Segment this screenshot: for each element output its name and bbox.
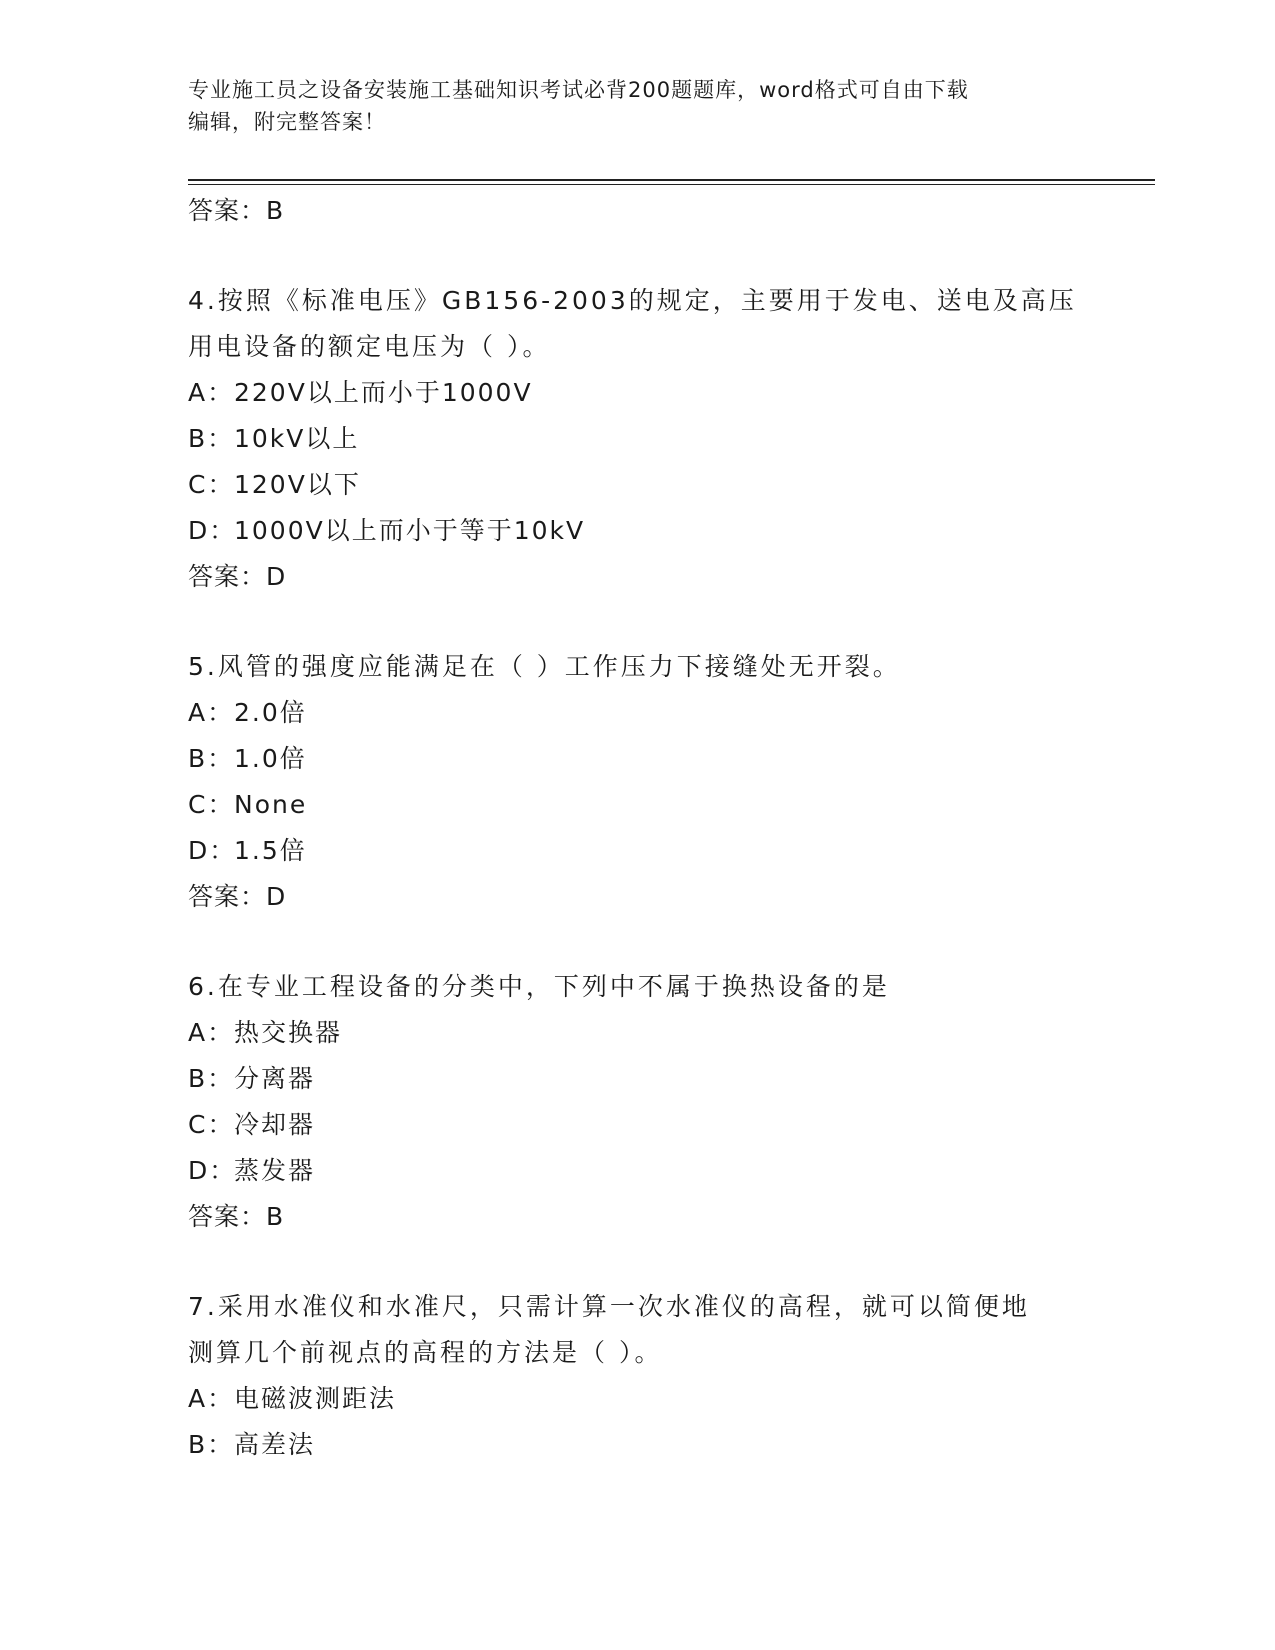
header-divider bbox=[188, 179, 1155, 185]
answer-line: 答案：B bbox=[188, 1202, 285, 1231]
option-text: 高差法 bbox=[234, 1430, 316, 1459]
option-text: 电磁波测距法 bbox=[234, 1384, 397, 1413]
option-key: B： bbox=[188, 744, 235, 773]
option-text: 220V以上而小于1000V bbox=[234, 378, 533, 407]
question-stem-line: 测算几个前视点的高程的方法是（ ）。 bbox=[188, 1338, 663, 1367]
option-c bbox=[188, 462, 1088, 508]
question-4 bbox=[188, 278, 1088, 600]
previous-answer: 答案：B bbox=[188, 196, 285, 225]
option-key: B： bbox=[188, 424, 235, 453]
option-key: D： bbox=[188, 516, 237, 545]
question-stem-line: 7.采用水准仪和水准尺，只需计算一次水准仪的高程，就可以简便地 bbox=[188, 1292, 1030, 1321]
header-line-2: 编辑，附完整答案！ bbox=[188, 110, 386, 134]
option-b bbox=[188, 1422, 1088, 1468]
option-key: A： bbox=[188, 378, 235, 407]
option-d bbox=[188, 828, 1088, 874]
option-c bbox=[188, 782, 1088, 828]
question-stem-line: 4.按照《标准电压》GB156-2003的规定，主要用于发电、送电及高压 bbox=[188, 286, 1077, 315]
header-line-1: 专业施工员之设备安装施工基础知识考试必背200题题库，word格式可自由下载 bbox=[188, 78, 969, 102]
option-key: C： bbox=[188, 790, 235, 819]
option-text: 分离器 bbox=[234, 1064, 316, 1093]
option-a bbox=[188, 1010, 1088, 1056]
option-text: 120V以下 bbox=[234, 470, 361, 499]
option-text: 2.0倍 bbox=[234, 698, 307, 727]
option-key: C： bbox=[188, 1110, 235, 1139]
option-c bbox=[188, 1102, 1088, 1148]
option-key: B： bbox=[188, 1430, 235, 1459]
option-text: 热交换器 bbox=[234, 1018, 343, 1047]
option-a bbox=[188, 690, 1088, 736]
question-7 bbox=[188, 1284, 1088, 1468]
option-text: 10kV以上 bbox=[234, 424, 360, 453]
option-key: A： bbox=[188, 1384, 235, 1413]
question-stem-line: 5.风管的强度应能满足在（ ）工作压力下接缝处无开裂。 bbox=[188, 652, 901, 681]
option-key: A： bbox=[188, 1018, 235, 1047]
option-a bbox=[188, 1376, 1088, 1422]
option-text: 蒸发器 bbox=[234, 1156, 316, 1185]
question-stem-line: 用电设备的额定电压为（ ）。 bbox=[188, 332, 551, 361]
option-text: None bbox=[234, 790, 308, 819]
option-d bbox=[188, 1148, 1088, 1194]
page-header bbox=[188, 74, 1088, 138]
answer-line: 答案：D bbox=[188, 882, 287, 911]
option-key: D： bbox=[188, 836, 237, 865]
option-text: 1000V以上而小于等于10kV bbox=[234, 516, 586, 545]
question-list bbox=[188, 188, 1088, 1468]
option-b bbox=[188, 416, 1088, 462]
option-a bbox=[188, 370, 1088, 416]
option-b bbox=[188, 1056, 1088, 1102]
question-5 bbox=[188, 644, 1088, 920]
option-key: D： bbox=[188, 1156, 237, 1185]
option-text: 1.0倍 bbox=[234, 744, 307, 773]
question-6 bbox=[188, 964, 1088, 1240]
option-b bbox=[188, 736, 1088, 782]
question-stem-line: 6.在专业工程设备的分类中，下列中不属于换热设备的是 bbox=[188, 972, 890, 1001]
answer-line: 答案：D bbox=[188, 562, 287, 591]
option-text: 1.5倍 bbox=[234, 836, 307, 865]
option-d bbox=[188, 508, 1088, 554]
option-key: C： bbox=[188, 470, 235, 499]
option-text: 冷却器 bbox=[234, 1110, 316, 1139]
option-key: A： bbox=[188, 698, 235, 727]
option-key: B： bbox=[188, 1064, 235, 1093]
